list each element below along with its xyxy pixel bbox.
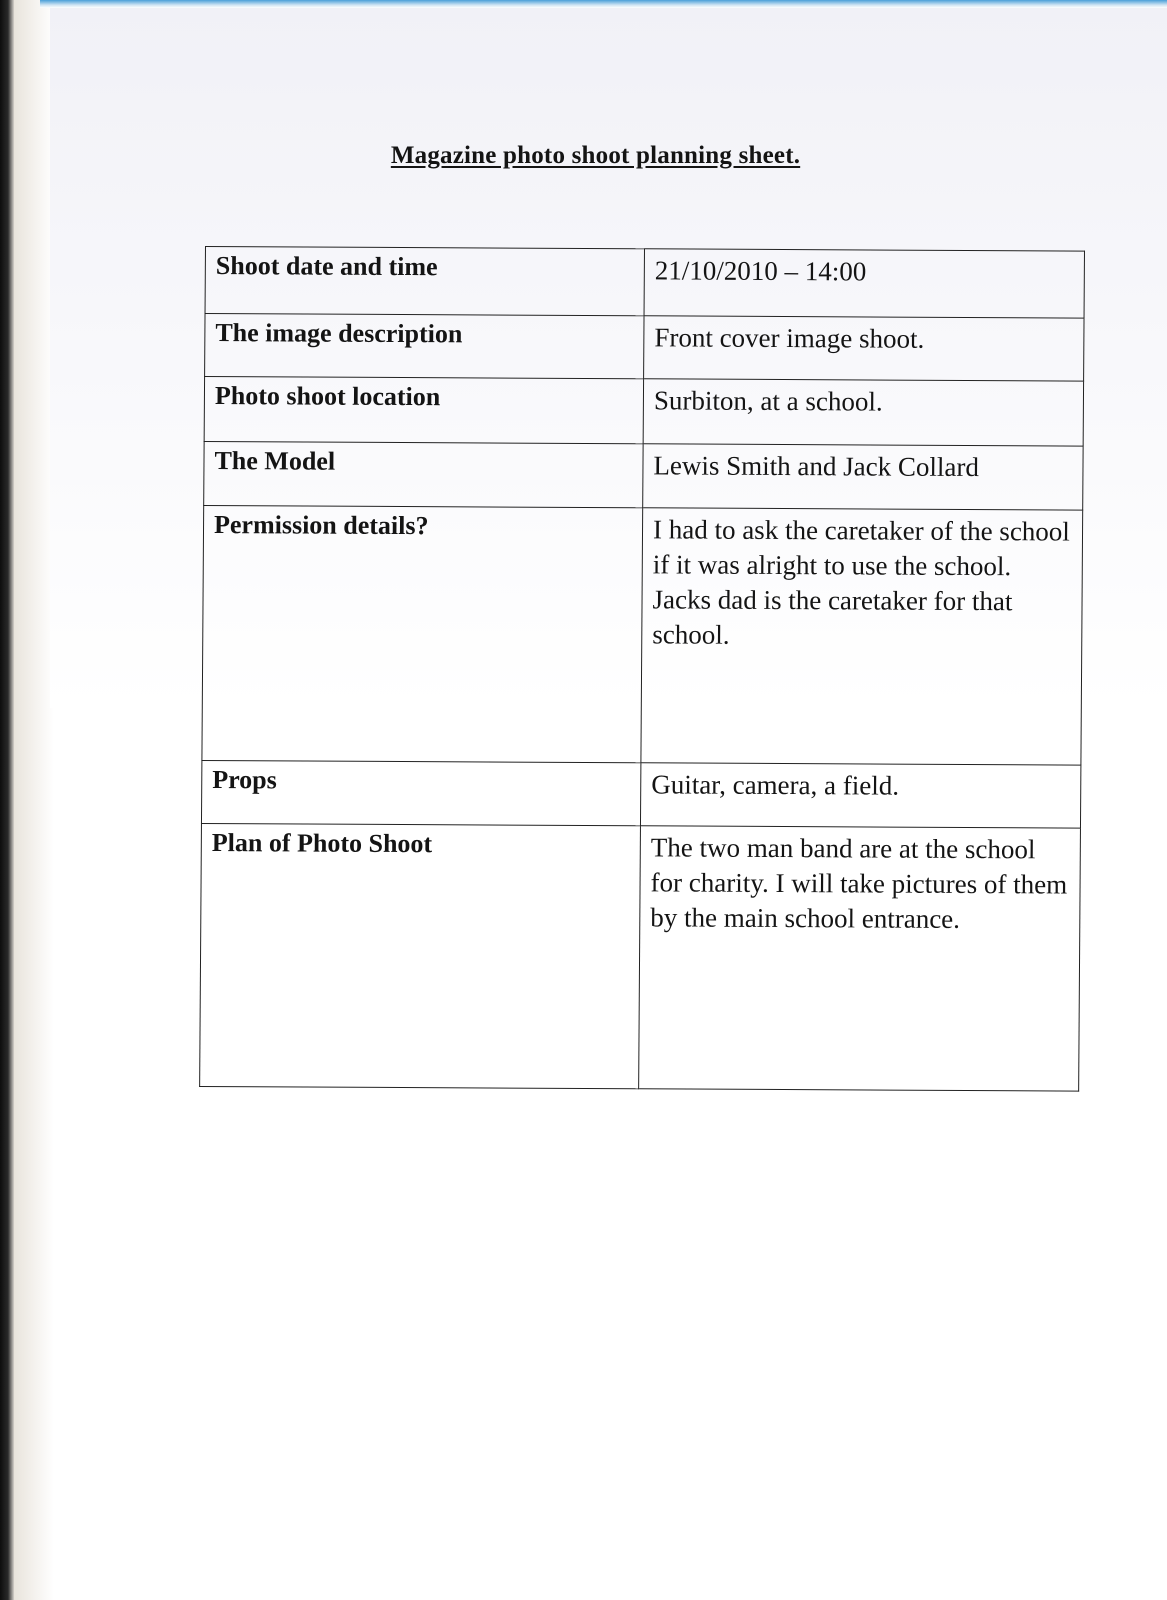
- row-label-plan: Plan of Photo Shoot: [200, 823, 641, 1088]
- table-row: [205, 314, 1084, 382]
- planning-table: [199, 246, 1085, 1092]
- row-label-location: Photo shoot location: [204, 376, 643, 443]
- scan-left-edge: [0, 0, 14, 1600]
- row-value-shoot-date: 21/10/2010 – 14:00: [644, 249, 1084, 318]
- row-label-model: The Model: [204, 441, 643, 507]
- scan-shadow: [14, 0, 54, 1600]
- row-value-permission: I had to ask the caretaker of the school if it was alright to use the school. Jacks dad is the caretaker for that school.: [641, 508, 1083, 765]
- row-value-model: Lewis Smith and Jack Collard: [643, 444, 1083, 510]
- table-row: [204, 441, 1083, 510]
- row-label-props: Props: [201, 760, 640, 825]
- row-value-plan: The two man band are at the school for charity. I will take pictures of them by the main school entrance.: [639, 826, 1081, 1091]
- row-label-shoot-date: Shoot date and time: [205, 247, 644, 316]
- row-label-image-description: The image description: [205, 314, 644, 379]
- row-label-permission: Permission details?: [202, 505, 643, 762]
- table-row: [204, 376, 1083, 446]
- scan-top-edge: [40, 0, 1167, 8]
- row-value-props: Guitar, camera, a field.: [640, 763, 1080, 828]
- page-title-text: Magazine photo shoot planning sheet.: [390, 142, 801, 169]
- table-row: [205, 247, 1084, 319]
- row-value-location: Surbiton, at a school.: [643, 379, 1083, 446]
- table-row: [201, 760, 1080, 828]
- page-title: [0, 142, 1167, 170]
- table-row: [200, 823, 1081, 1091]
- table-row: [202, 505, 1083, 765]
- row-value-image-description: Front cover image shoot.: [644, 316, 1084, 381]
